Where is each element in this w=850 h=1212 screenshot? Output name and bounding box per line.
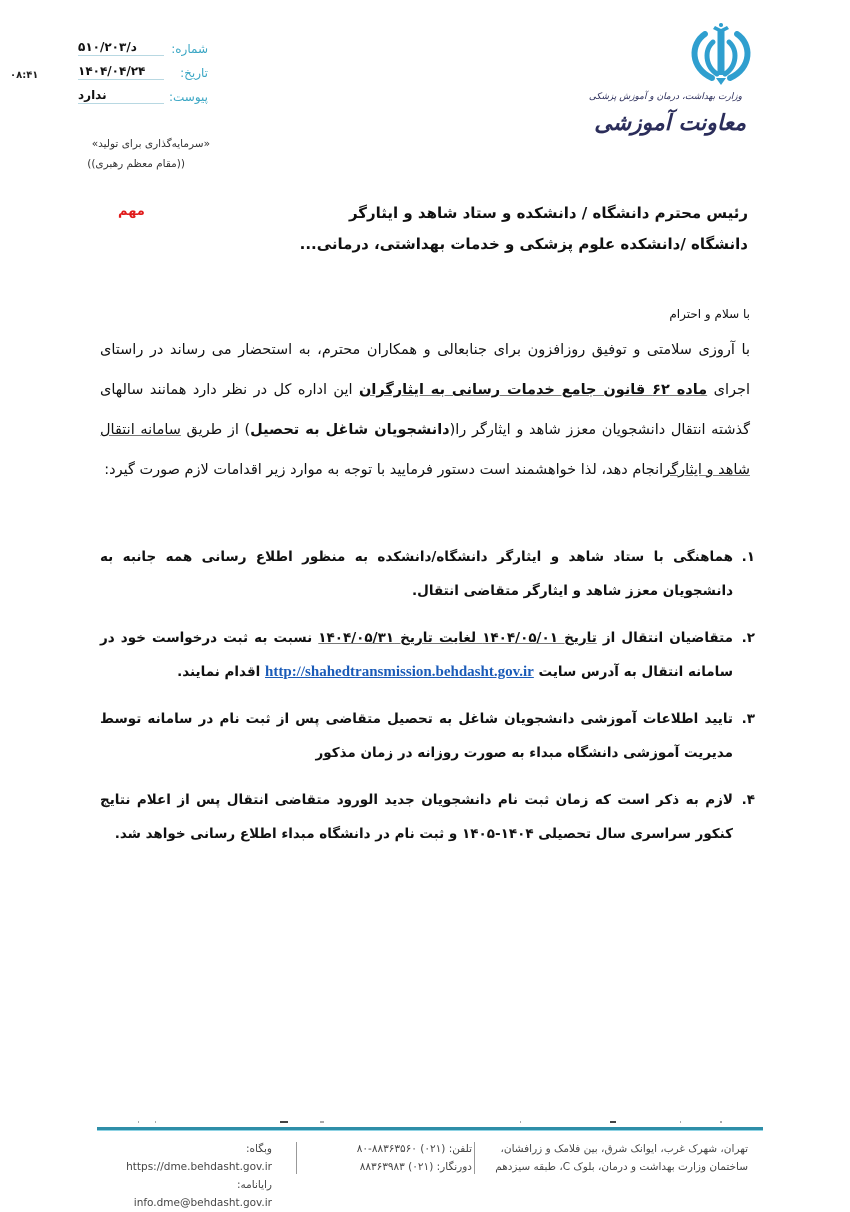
deputy-name: معاونت آموزشی: [594, 110, 746, 136]
letter-date-row: [78, 64, 208, 80]
footer-address: [495, 1140, 748, 1176]
slogan: «سرمایه‌گذاری برای تولید»: [91, 138, 210, 150]
phone-value: (۰۲۱) ۸۸۳۶۳۵۶۰-۸۰: [356, 1143, 446, 1155]
letter-number-label: شماره:: [171, 42, 208, 56]
system-name: سامانه انتقال شاهد و ایثارگر: [100, 422, 750, 478]
footer-website: [100, 1140, 272, 1176]
list-item: [100, 540, 755, 608]
student-category: دانشجویان شاغل به تحصیل: [250, 422, 450, 438]
priority-badge: مهم: [118, 204, 145, 219]
body-text: انجام دهد، لذا خواهشمند است دستور فرمایید با توجه به موارد زیر اقدامات لازم صورت گیرد:: [104, 462, 664, 478]
addressee-line-1: رئیس محترم دانشگاه / دانشکده و ستاد شاهد و ایثارگر: [348, 204, 748, 222]
greeting: با سلام و احترام: [669, 307, 750, 321]
footer-email: [100, 1176, 272, 1212]
list-item-number: ۱.: [741, 549, 755, 565]
list-item-text-part: نسبت به ثبت درخواست خود در سامانه انتقال به آدرس سایت: [100, 630, 733, 680]
addressee-line-2: دانشگاه /دانشکده علوم پزشکی و خدمات بهداشتی، درمانی...: [299, 235, 748, 253]
list-item-text-part: اقدام نمایند.: [177, 664, 266, 680]
fax-value: (۰۲۱) ۸۸۳۶۳۹۸۳: [359, 1161, 434, 1173]
action-items-list: [100, 540, 755, 864]
letter-number-row: [78, 40, 208, 56]
law-article-reference: ماده ۶۲ قانون جامع خدمات رسانی به ایثارگران: [358, 382, 708, 398]
body-text: این اداره کل در نظر دارد همانند سالهای گذشته انتقال دانشجویان معزز شاهد و ایثارگر را(: [100, 382, 750, 438]
footer-divider: [97, 1127, 763, 1130]
body-text: ) از طریق: [180, 422, 251, 438]
letter-attachment-row: [78, 88, 208, 104]
footer-separator: [296, 1142, 297, 1174]
email-link[interactable]: info.dme@behdasht.gov.ir: [133, 1197, 272, 1209]
list-item: [100, 783, 755, 851]
ministry-name: وزارت بهداشت، درمان و آموزش پزشکی: [588, 92, 742, 102]
email-label: رایانامه:: [236, 1179, 272, 1191]
list-item-text: لازم به ذکر است که زمان ثبت نام دانشجویان جدید الورود متقاضی انتقال پس از اعلام نتایج کنکور سراسری سال تحصیلی ۱۴۰۴-۱۴۰۵ و ثبت نام در دانشگاه مبداء اطلاع رسانی خواهد شد.: [100, 792, 733, 842]
list-item: [100, 621, 755, 689]
list-item-number: ۴.: [741, 792, 755, 808]
iran-emblem-icon: [686, 22, 756, 88]
footer-online: [100, 1140, 272, 1212]
footer-address-line: ساختمان وزارت بهداشت و درمان، بلوک C، طبقه سیزدهم: [495, 1161, 748, 1173]
time-stamp: ۰۸:۴۱: [10, 70, 39, 81]
website-label: وبگاه:: [245, 1143, 272, 1155]
list-item-text-part: متقاضیان انتقال از: [596, 630, 733, 646]
list-item-number: ۳.: [741, 711, 755, 727]
website-link[interactable]: https://dme.behdasht.gov.ir: [126, 1161, 272, 1173]
list-item-number: ۲.: [741, 630, 755, 646]
fax-label: دورنگار:: [436, 1161, 472, 1173]
footer-address-line: تهران، شهرک غرب، ایوانک شرق، بین فلامک و زرافشان،: [500, 1143, 748, 1155]
body-paragraph: [100, 330, 750, 490]
letter-attachment-label: پیوست:: [168, 90, 208, 104]
letter-date-label: تاریخ:: [180, 66, 208, 80]
slogan-attribution: ((مقام معظم رهبری)): [87, 158, 185, 170]
list-item-text: [100, 621, 733, 689]
footer-separator: [474, 1142, 475, 1174]
letter-attachment-value: ندارد: [78, 88, 164, 104]
footer-contact: [322, 1140, 472, 1176]
list-item-text: هماهنگی با ستاد شاهد و ایثارگر دانشگاه/دانشکده به منظور اطلاع رسانی همه جانبه به دانشجویان معزز شاهد و ایثارگر متقاضی انتقال.: [100, 549, 733, 599]
letter-date-value: ۱۴۰۴/۰۴/۲۴: [78, 64, 164, 80]
footer-phone: [322, 1140, 472, 1158]
body-text: با آروزی سلامتی و توفیق روزافزون برای جنابعالی و همکاران محترم، به استحضار می رساند در راستای اجرای: [100, 342, 750, 398]
registration-site-link[interactable]: http://shahedtransmission.behdasht.gov.ir: [265, 664, 534, 680]
letter-number-value: د/۵۱۰/۲۰۳: [78, 40, 164, 56]
phone-label: تلفن:: [448, 1143, 472, 1155]
footer-decoration: [100, 1120, 765, 1124]
registration-period: تاریخ ۱۴۰۴/۰۵/۰۱ لغایت تاریخ ۱۴۰۴/۰۵/۳۱: [318, 630, 597, 646]
list-item: [100, 702, 755, 770]
footer-fax: [322, 1158, 472, 1176]
list-item-text: تایید اطلاعات آموزشی دانشجویان شاغل به تحصیل متقاضی پس از ثبت نام در سامانه توسط مدیریت آموزشی دانشگاه مبداء به صورت روزانه در زمان مذکور: [100, 711, 733, 761]
